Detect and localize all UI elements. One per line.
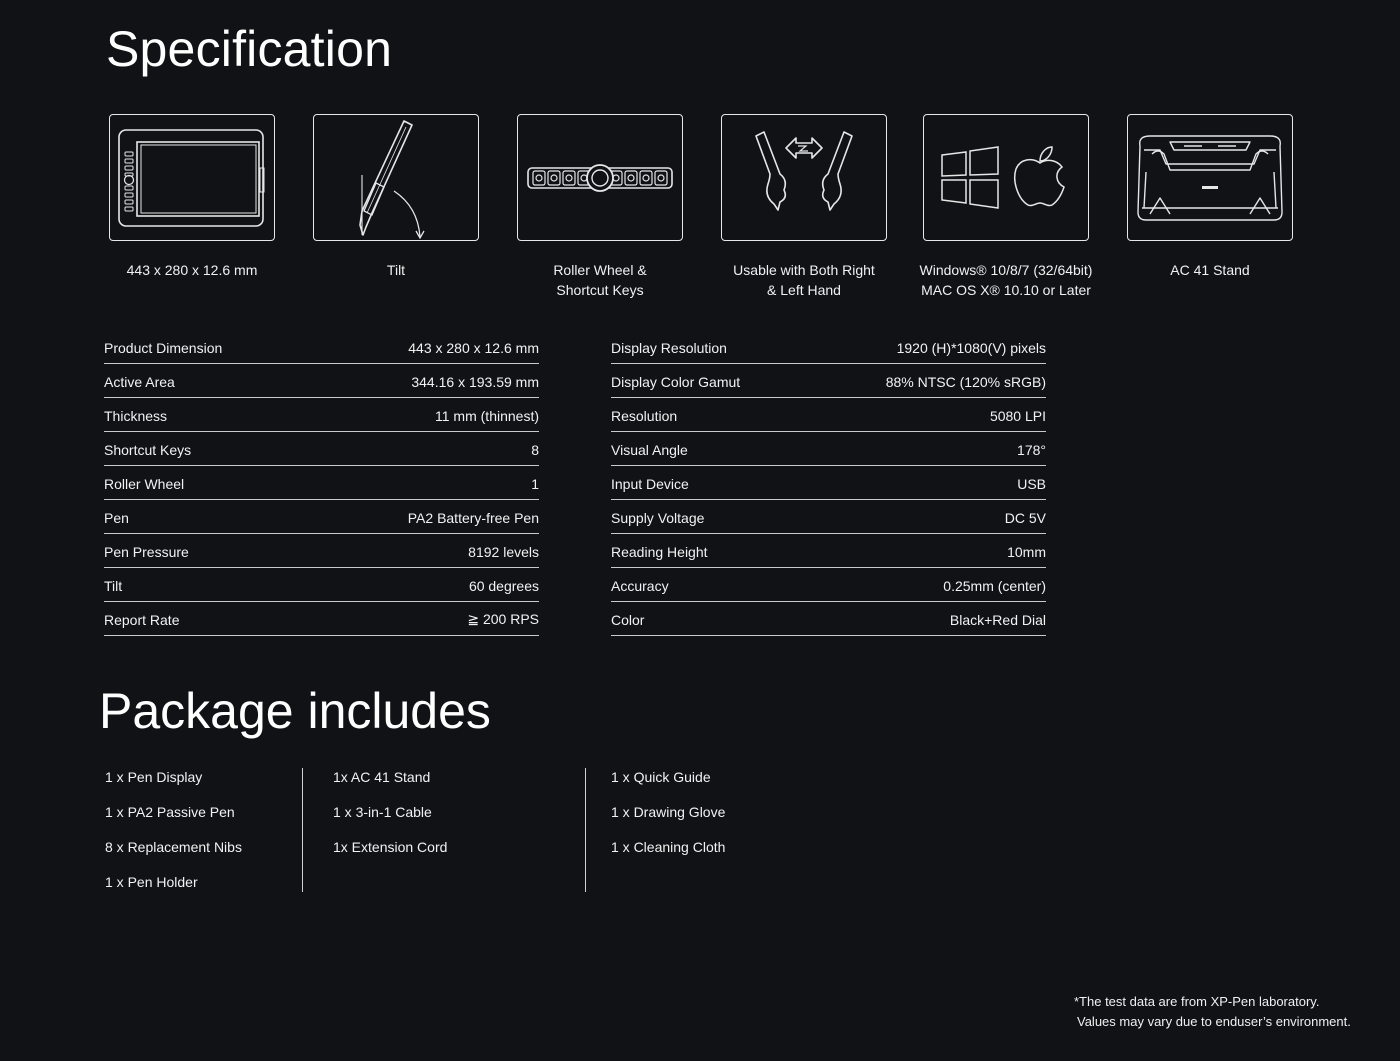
spec-row: Accuracy 0.25mm (center) [611, 568, 1046, 602]
divider [585, 768, 586, 892]
package-list-col1 [105, 767, 242, 907]
list-item: 1 x Drawing Glove [611, 804, 726, 820]
feature-both-hands [702, 114, 906, 300]
divider [302, 768, 303, 892]
list-item: 1 x Cleaning Cloth [611, 839, 726, 855]
stand-icon [1127, 114, 1293, 241]
roller-wheel-keys-icon [517, 114, 683, 241]
spec-row: Reading Height 10mm [611, 534, 1046, 568]
list-item: 1x Extension Cord [333, 839, 448, 855]
spec-row: Supply Voltage DC 5V [611, 500, 1046, 534]
spec-table-left [104, 330, 539, 636]
package-list-col3 [611, 767, 725, 872]
spec-row: Report Rate ≧ 200 RPS [104, 602, 539, 636]
windows-logo-icon [942, 147, 998, 208]
footnote-line1: *The test data are from XP-Pen laboratory. [1074, 994, 1320, 1009]
package-list-col2 [333, 767, 447, 872]
spec-row: Shortcut Keys 8 [104, 432, 539, 466]
feature-roller-wheel-label: Roller Wheel & Shortcut Keys [553, 262, 647, 298]
list-item: 8 x Replacement Nibs [105, 839, 242, 855]
list-item: 1 x Pen Display [105, 769, 203, 785]
list-item: 1 x Quick Guide [611, 769, 711, 785]
spec-table-right [611, 330, 1046, 636]
spec-row: Tilt 60 degrees [104, 568, 539, 602]
feature-stand-label: AC 41 Stand [1170, 262, 1250, 278]
specification-title: Specification [106, 21, 393, 77]
feature-tilt [294, 114, 498, 280]
spec-row: Display Color Gamut 88% NTSC (120% sRGB) [611, 364, 1046, 398]
pen-display-icon [109, 114, 275, 241]
list-item: 1 x 3-in-1 Cable [333, 804, 432, 820]
list-item: 1 x Pen Holder [105, 874, 198, 890]
feature-dimension-label: 443 x 280 x 12.6 mm [126, 262, 258, 278]
spec-row: Visual Angle 178° [611, 432, 1046, 466]
pen-tilt-icon [313, 114, 479, 241]
package-title: Package includes [99, 683, 491, 739]
feature-both-hands-label: Usable with Both Right & Left Hand [733, 262, 875, 298]
spec-row: Thickness 11 mm (thinnest) [104, 398, 539, 432]
list-item: 1x AC 41 Stand [333, 769, 431, 785]
feature-tilt-label: Tilt [386, 262, 406, 278]
os-compat-icon [923, 114, 1089, 241]
feature-stand [1108, 114, 1312, 280]
list-item: 1 x PA2 Passive Pen [105, 804, 235, 820]
spec-row: Product Dimension 443 x 280 x 12.6 mm [104, 330, 539, 364]
footnote-line2: Values may vary due to enduser’s environment. [1077, 1014, 1351, 1029]
spec-row: Roller Wheel 1 [104, 466, 539, 500]
spec-row: Input Device USB [611, 466, 1046, 500]
feature-os-compat-label: Windows® 10/8/7 (32/64bit) MAC OS X® 10.10 or Later [919, 262, 1093, 298]
spec-row: Active Area 344.16 x 193.59 mm [104, 364, 539, 398]
both-hands-icon [721, 114, 887, 241]
feature-dimension [90, 114, 294, 280]
apple-logo-icon [1015, 147, 1064, 206]
footnote [1074, 992, 1351, 1032]
spec-row: Display Resolution 1920 (H)*1080(V) pixels [611, 330, 1046, 364]
spec-row: Color Black+Red Dial [611, 602, 1046, 636]
spec-row: Pen PA2 Battery-free Pen [104, 500, 539, 534]
feature-roller-wheel [498, 114, 702, 300]
spec-row: Pen Pressure 8192 levels [104, 534, 539, 568]
feature-os-compat [904, 114, 1108, 300]
spec-row: Resolution 5080 LPI [611, 398, 1046, 432]
